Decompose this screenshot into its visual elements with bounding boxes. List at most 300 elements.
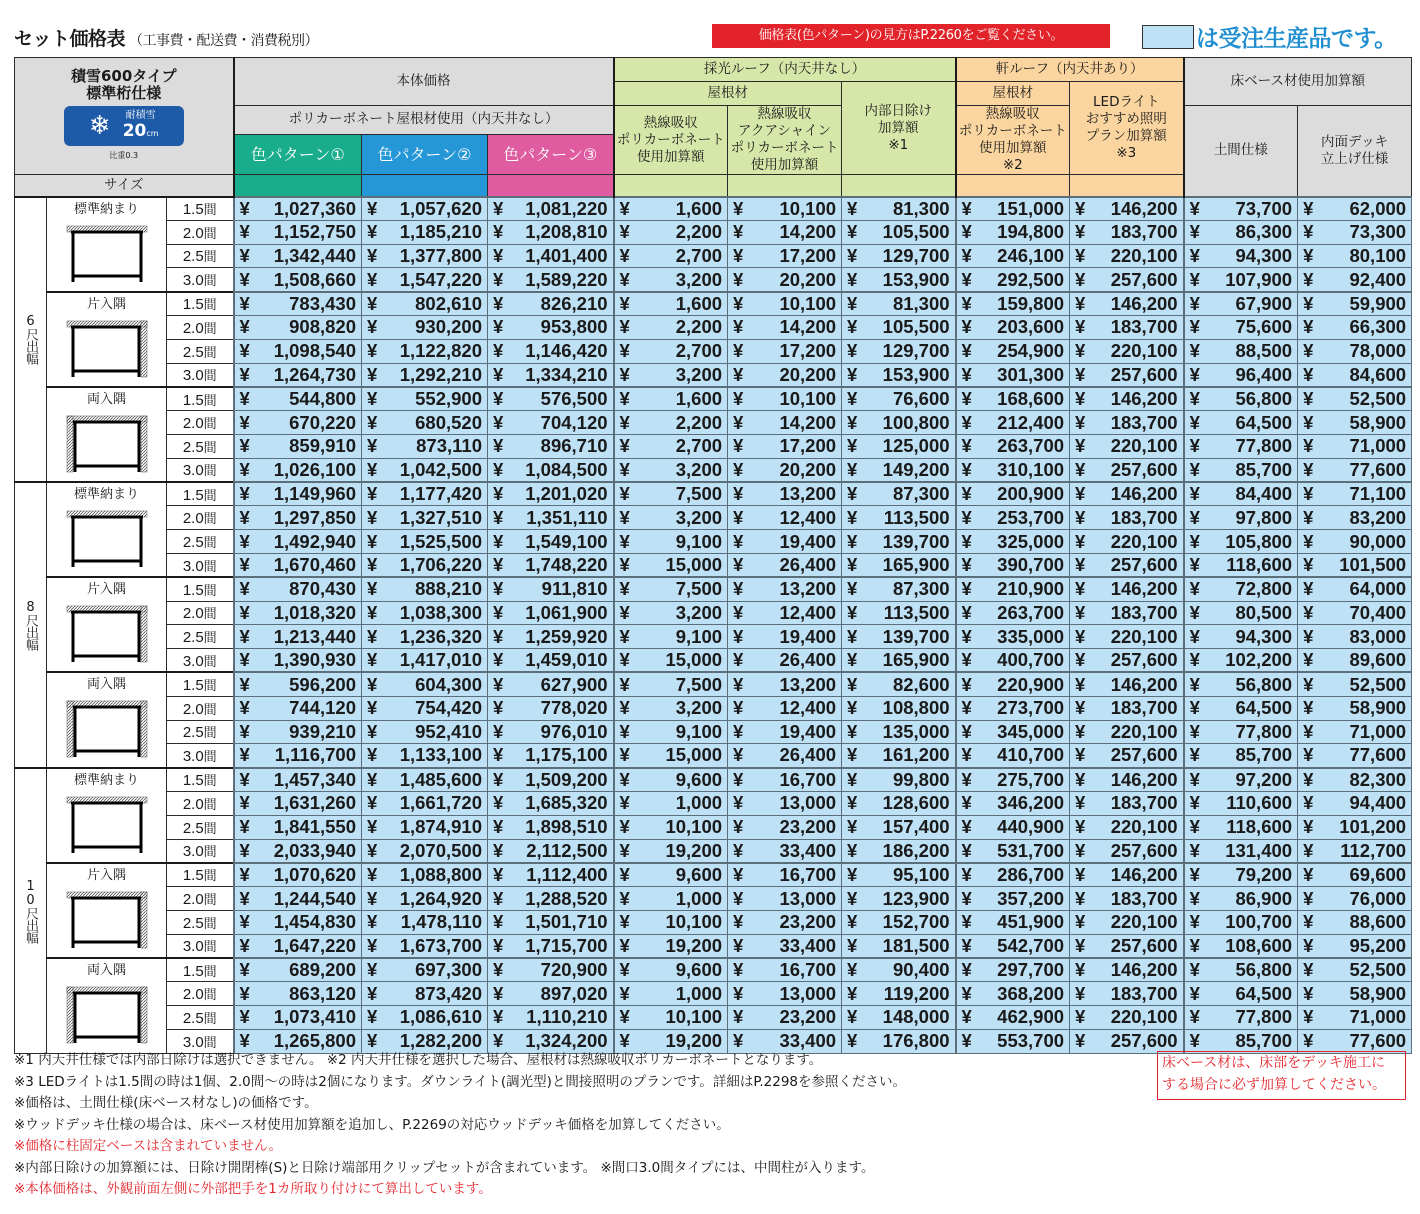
price-cell: ¥ 1,057,620 (362, 197, 488, 221)
price-cell: ¥ 220,100 (1070, 434, 1184, 458)
price-cell: ¥ 2,200 (614, 411, 728, 435)
installation-type (47, 482, 167, 577)
price-cell: ¥ 56,800 (1184, 672, 1298, 696)
table-row (15, 339, 1412, 363)
size-cell: 2.5間 (167, 910, 234, 934)
price-cell: ¥ 220,100 (1070, 1006, 1184, 1030)
price-cell: ¥ 1,098,540 (234, 339, 362, 363)
price-cell: ¥ 544,800 (234, 387, 362, 411)
price-cell: ¥ 79,200 (1184, 863, 1298, 887)
price-cell: ¥ 77,800 (1184, 1006, 1298, 1030)
price-cell: ¥ 76,600 (842, 387, 956, 411)
price-cell: ¥ 113,500 (842, 506, 956, 530)
price-cell: ¥ 254,900 (956, 339, 1070, 363)
price-cell: ¥ 1,454,830 (234, 910, 362, 934)
table-row (15, 791, 1412, 815)
price-cell: ¥ 33,400 (728, 839, 842, 863)
price-cell: ¥ 77,600 (1298, 1029, 1412, 1053)
size-cell: 2.5間 (167, 720, 234, 744)
price-cell: ¥ 1,874,910 (362, 815, 488, 839)
price-cell: ¥ 939,210 (234, 720, 362, 744)
price-cell: ¥ 85,700 (1184, 1029, 1298, 1053)
installation-type (47, 292, 167, 387)
price-cell: ¥ 400,700 (956, 649, 1070, 673)
price-cell: ¥ 16,700 (728, 863, 842, 887)
installation-type (47, 958, 167, 1053)
two-corner-diagram-icon (65, 699, 149, 759)
table-row (15, 363, 1412, 387)
price-cell: ¥ 1,841,550 (234, 815, 362, 839)
size-cell: 1.5間 (167, 768, 234, 792)
price-cell: ¥ 1,485,600 (362, 768, 488, 792)
price-cell: ¥ 19,400 (728, 530, 842, 554)
price-cell: ¥ 14,200 (728, 220, 842, 244)
spec-header (15, 58, 234, 175)
price-cell: ¥ 20,200 (728, 458, 842, 482)
price-cell: ¥ 3,200 (614, 696, 728, 720)
price-cell: ¥ 744,120 (234, 696, 362, 720)
price-cell: ¥ 346,200 (956, 791, 1070, 815)
price-cell: ¥ 1,000 (614, 791, 728, 815)
price-cell: ¥ 100,800 (842, 411, 956, 435)
price-cell: ¥ 863,120 (234, 982, 362, 1006)
price-cell: ¥ 3,200 (614, 458, 728, 482)
price-cell: ¥ 1,112,400 (488, 863, 614, 887)
price-cell: ¥ 19,200 (614, 1029, 728, 1053)
price-cell: ¥ 146,200 (1070, 768, 1184, 792)
price-cell: ¥ 70,400 (1298, 601, 1412, 625)
size-cell: 2.5間 (167, 339, 234, 363)
size-cell: 3.0間 (167, 458, 234, 482)
price-cell: ¥ 183,700 (1070, 315, 1184, 339)
price-cell: ¥ 19,400 (728, 625, 842, 649)
price-cell: ¥ 2,033,940 (234, 839, 362, 863)
installation-type (47, 197, 167, 292)
price-cell: ¥ 576,500 (488, 387, 614, 411)
price-cell: ¥ 1,177,420 (362, 482, 488, 506)
price-cell: ¥ 183,700 (1070, 601, 1184, 625)
price-cell: ¥ 273,700 (956, 696, 1070, 720)
price-cell: ¥ 1,549,100 (488, 530, 614, 554)
price-cell: ¥ 1,149,960 (234, 482, 362, 506)
deck-header: 内面デッキ 立上げ仕様 (1298, 106, 1412, 197)
table-row (15, 744, 1412, 768)
price-cell: ¥ 73,300 (1298, 220, 1412, 244)
price-cell: ¥ 90,000 (1298, 530, 1412, 554)
price-cell: ¥ 181,500 (842, 934, 956, 958)
size-cell: 2.5間 (167, 815, 234, 839)
price-cell: ¥ 275,700 (956, 768, 1070, 792)
price-cell: ¥ 7,500 (614, 577, 728, 601)
price-cell: ¥ 119,200 (842, 982, 956, 1006)
price-cell: ¥ 101,200 (1298, 815, 1412, 839)
size-cell: 2.0間 (167, 791, 234, 815)
led-plan-header: LEDライト おすすめ照明 プラン加算額 ※3 (1070, 82, 1184, 175)
price-cell: ¥ 1,600 (614, 387, 728, 411)
price-cell: ¥ 203,600 (956, 315, 1070, 339)
price-cell: ¥ 153,900 (842, 268, 956, 292)
price-cell: ¥ 1,748,220 (488, 553, 614, 577)
price-cell: ¥ 220,100 (1070, 720, 1184, 744)
table-row (15, 839, 1412, 863)
price-cell: ¥ 139,700 (842, 530, 956, 554)
size-cell: 3.0間 (167, 649, 234, 673)
price-cell: ¥ 286,700 (956, 863, 1070, 887)
price-cell: ¥ 125,000 (842, 434, 956, 458)
price-cell: ¥ 1,706,220 (362, 553, 488, 577)
size-cell: 3.0間 (167, 363, 234, 387)
price-cell: ¥ 13,200 (728, 482, 842, 506)
price-cell: ¥ 64,500 (1184, 696, 1298, 720)
table-row (15, 315, 1412, 339)
price-cell: ¥ 80,500 (1184, 601, 1298, 625)
size-cell: 3.0間 (167, 744, 234, 768)
two-corner-diagram-icon (65, 414, 149, 474)
installation-type (47, 577, 167, 672)
price-cell: ¥ 1,297,850 (234, 506, 362, 530)
footnote: ※価格に柱固定ベースは含まれていません。 (14, 1138, 282, 1154)
price-cell: ¥ 301,300 (956, 363, 1070, 387)
price-cell: ¥ 26,400 (728, 553, 842, 577)
price-cell: ¥ 1,264,920 (362, 887, 488, 911)
price-cell: ¥ 88,500 (1184, 339, 1298, 363)
price-cell: ¥ 9,100 (614, 625, 728, 649)
price-cell: ¥ 69,600 (1298, 863, 1412, 887)
price-cell: ¥ 263,700 (956, 601, 1070, 625)
price-cell: ¥ 153,900 (842, 363, 956, 387)
price-cell: ¥ 531,700 (956, 839, 1070, 863)
price-cell: ¥ 16,700 (728, 958, 842, 982)
table-row (15, 506, 1412, 530)
price-cell: ¥ 1,631,260 (234, 791, 362, 815)
price-cell: ¥ 1,201,020 (488, 482, 614, 506)
installation-type (47, 672, 167, 767)
price-cell: ¥ 1,086,610 (362, 1006, 488, 1030)
size-cell: 3.0間 (167, 934, 234, 958)
price-cell: ¥ 1,492,940 (234, 530, 362, 554)
price-cell: ¥ 220,100 (1070, 625, 1184, 649)
price-cell: ¥ 148,000 (842, 1006, 956, 1030)
price-cell: ¥ 2,200 (614, 315, 728, 339)
specific-gravity: 比重0.3 (109, 151, 139, 160)
price-cell: ¥ 64,000 (1298, 577, 1412, 601)
price-cell: ¥ 908,820 (234, 315, 362, 339)
price-cell: ¥ 80,100 (1298, 244, 1412, 268)
price-cell: ¥ 911,810 (488, 577, 614, 601)
price-cell: ¥ 310,100 (956, 458, 1070, 482)
eave-heat-poly-header: 熱線吸収 ポリカーボネート 使用加算額 ※2 (956, 106, 1070, 175)
price-cell: ¥ 680,520 (362, 411, 488, 435)
price-cell: ¥ 146,200 (1070, 482, 1184, 506)
price-cell: ¥ 85,700 (1184, 458, 1298, 482)
price-cell: ¥ 52,500 (1298, 958, 1412, 982)
price-cell: ¥ 146,200 (1070, 672, 1184, 696)
footnote: ※1 内天井仕様では内部日除けは選択できません。 ※2 内天井仕様を選択した場合、屋根材は熱線吸収ポリカーボネートとなります。 (14, 1052, 823, 1068)
price-cell: ¥ 95,200 (1298, 934, 1412, 958)
price-cell: ¥ 357,200 (956, 887, 1070, 911)
price-cell: ¥ 12,400 (728, 601, 842, 625)
price-cell: ¥ 159,800 (956, 292, 1070, 316)
price-cell: ¥ 3,200 (614, 601, 728, 625)
price-cell: ¥ 88,600 (1298, 910, 1412, 934)
table-row (15, 268, 1412, 292)
price-cell: ¥ 135,000 (842, 720, 956, 744)
price-cell: ¥ 183,700 (1070, 506, 1184, 530)
price-cell: ¥ 1,116,700 (234, 744, 362, 768)
price-cell: ¥ 77,800 (1184, 434, 1298, 458)
price-cell: ¥ 802,610 (362, 292, 488, 316)
standard-diagram-icon (65, 509, 149, 569)
price-cell: ¥ 859,910 (234, 434, 362, 458)
price-cell: ¥ 220,100 (1070, 339, 1184, 363)
color-pattern-3-header: 色パターン③ (488, 134, 614, 174)
body-price-header: 本体価格 (234, 58, 614, 106)
price-cell: ¥ 12,400 (728, 696, 842, 720)
price-cell: ¥ 1,459,010 (488, 649, 614, 673)
price-cell: ¥ 1,042,500 (362, 458, 488, 482)
price-cell: ¥ 1,661,720 (362, 791, 488, 815)
price-cell: ¥ 1,213,440 (234, 625, 362, 649)
price-cell: ¥ 220,100 (1070, 244, 1184, 268)
price-cell: ¥ 10,100 (614, 910, 728, 934)
price-cell: ¥ 78,000 (1298, 339, 1412, 363)
price-cell: ¥ 1,208,810 (488, 220, 614, 244)
footnote: ※ウッドデッキ仕様の場合は、床ベース材使用加算額を追加し、P.2269の対応ウッドデッキ価格を加算してください。 (14, 1116, 730, 1133)
footnote: ※価格は、土間仕様(床ベース材なし)の価格です。 (14, 1095, 318, 1111)
table-row (15, 482, 1412, 506)
table-row (15, 411, 1412, 435)
price-cell: ¥ 257,600 (1070, 934, 1184, 958)
price-cell: ¥ 263,700 (956, 434, 1070, 458)
price-cell: ¥ 66,300 (1298, 315, 1412, 339)
installation-type (47, 387, 167, 482)
price-cell: ¥ 139,700 (842, 625, 956, 649)
price-cell: ¥ 1,175,100 (488, 744, 614, 768)
price-cell: ¥ 953,800 (488, 315, 614, 339)
size-cell: 1.5間 (167, 958, 234, 982)
legend-text: は受注生産品です。 (1196, 26, 1397, 52)
size-cell: 2.0間 (167, 887, 234, 911)
price-cell: ¥ 2,200 (614, 220, 728, 244)
price-cell: ¥ 131,400 (1184, 839, 1298, 863)
price-cell: ¥ 23,200 (728, 1006, 842, 1030)
size-cell: 1.5間 (167, 197, 234, 221)
spec-title-1: 積雪600タイプ (70, 67, 177, 85)
price-cell: ¥ 596,200 (234, 672, 362, 696)
price-cell: ¥ 1,152,750 (234, 220, 362, 244)
price-cell: ¥ 56,800 (1184, 958, 1298, 982)
price-cell: ¥ 82,300 (1298, 768, 1412, 792)
price-cell: ¥ 151,000 (956, 197, 1070, 221)
table-row (15, 768, 1412, 792)
price-cell: ¥ 1,110,210 (488, 1006, 614, 1030)
price-cell: ¥ 14,200 (728, 411, 842, 435)
price-cell: ¥ 1,146,420 (488, 339, 614, 363)
type-label: 標準納まり (73, 201, 139, 217)
price-cell: ¥ 1,501,710 (488, 910, 614, 934)
price-cell: ¥ 1,417,010 (362, 649, 488, 673)
two-corner-diagram-icon (65, 985, 149, 1045)
price-cell: ¥ 194,800 (956, 220, 1070, 244)
price-cell: ¥ 94,300 (1184, 625, 1298, 649)
price-cell: ¥ 186,200 (842, 839, 956, 863)
price-cell: ¥ 9,600 (614, 768, 728, 792)
page-title (14, 24, 318, 51)
price-cell: ¥ 542,700 (956, 934, 1070, 958)
price-cell: ¥ 697,300 (362, 958, 488, 982)
table-row (15, 625, 1412, 649)
price-cell: ¥ 1,133,100 (362, 744, 488, 768)
price-cell: ¥ 165,900 (842, 649, 956, 673)
price-cell: ¥ 1,685,320 (488, 791, 614, 815)
type-label: 標準納まり (73, 772, 139, 788)
price-cell: ¥ 56,800 (1184, 387, 1298, 411)
price-cell: ¥ 3,200 (614, 268, 728, 292)
size-cell: 2.0間 (167, 982, 234, 1006)
price-cell: ¥ 200,900 (956, 482, 1070, 506)
color-pattern-1-header: 色パターン① (234, 134, 362, 174)
type-label: 両入隅 (86, 963, 126, 978)
price-cell: ¥ 1,334,210 (488, 363, 614, 387)
price-cell: ¥ 952,410 (362, 720, 488, 744)
price-cell: ¥ 105,800 (1184, 530, 1298, 554)
price-cell: ¥ 297,700 (956, 958, 1070, 982)
price-cell: ¥ 113,500 (842, 601, 956, 625)
price-cell: ¥ 1,589,220 (488, 268, 614, 292)
price-cell: ¥ 604,300 (362, 672, 488, 696)
size-cell: 3.0間 (167, 839, 234, 863)
title-subtitle: （工事費・配送費・消費税別） (129, 33, 319, 49)
price-cell: ¥ 1,000 (614, 887, 728, 911)
size-cell: 1.5間 (167, 577, 234, 601)
price-cell: ¥ 1,324,200 (488, 1029, 614, 1053)
table-row (15, 220, 1412, 244)
price-cell: ¥ 1,084,500 (488, 458, 614, 482)
price-cell: ¥ 210,900 (956, 577, 1070, 601)
price-cell: ¥ 82,600 (842, 672, 956, 696)
type-label: 片入隅 (86, 867, 126, 883)
price-cell: ¥ 1,600 (614, 292, 728, 316)
price-cell: ¥ 75,600 (1184, 315, 1298, 339)
price-cell: ¥ 86,900 (1184, 887, 1298, 911)
price-cell: ¥ 146,200 (1070, 197, 1184, 221)
price-cell: ¥ 257,600 (1070, 553, 1184, 577)
size-cell: 1.5間 (167, 672, 234, 696)
price-cell: ¥ 1,282,200 (362, 1029, 488, 1053)
price-cell: ¥ 253,700 (956, 506, 1070, 530)
made-to-order-legend (1142, 20, 1397, 53)
price-cell: ¥ 2,070,500 (362, 839, 488, 863)
price-cell: ¥ 257,600 (1070, 649, 1184, 673)
price-cell: ¥ 3,200 (614, 506, 728, 530)
price-cell: ¥ 1,026,100 (234, 458, 362, 482)
price-cell: ¥ 1,288,520 (488, 887, 614, 911)
badge-label: 耐積雪 (125, 109, 156, 121)
title-main: セット価格表 (14, 28, 126, 50)
price-cell: ¥ 627,900 (488, 672, 614, 696)
price-cell: ¥ 101,500 (1298, 553, 1412, 577)
price-cell: ¥ 15,000 (614, 649, 728, 673)
price-cell: ¥ 1,081,220 (488, 197, 614, 221)
price-cell: ¥ 13,200 (728, 672, 842, 696)
snow-load-badge (64, 106, 184, 146)
price-cell: ¥ 1,000 (614, 982, 728, 1006)
price-cell: ¥ 826,210 (488, 292, 614, 316)
price-cell: ¥ 778,020 (488, 696, 614, 720)
price-cell: ¥ 9,600 (614, 863, 728, 887)
price-cell: ¥ 1,525,500 (362, 530, 488, 554)
price-cell: ¥ 704,120 (488, 411, 614, 435)
table-row (15, 958, 1412, 982)
price-cell: ¥ 1,292,210 (362, 363, 488, 387)
type-label: 片入隅 (86, 582, 126, 598)
price-cell: ¥ 451,900 (956, 910, 1070, 934)
polycarbonate-header: ポリカーボネート屋根材使用（内天井なし） (234, 106, 614, 135)
installation-type (47, 768, 167, 863)
size-cell: 2.0間 (167, 220, 234, 244)
table-row (15, 553, 1412, 577)
spec-title-2: 標準桁仕様 (86, 84, 162, 102)
price-cell: ¥ 83,000 (1298, 625, 1412, 649)
price-cell: ¥ 146,200 (1070, 863, 1184, 887)
price-cell: ¥ 257,600 (1070, 458, 1184, 482)
price-cell: ¥ 73,700 (1184, 197, 1298, 221)
price-cell: ¥ 26,400 (728, 649, 842, 673)
table-row (15, 244, 1412, 268)
badge-value: 20 (122, 120, 147, 141)
price-cell: ¥ 2,700 (614, 434, 728, 458)
price-cell: ¥ 152,700 (842, 910, 956, 934)
price-cell: ¥ 720,900 (488, 958, 614, 982)
price-cell: ¥ 783,430 (234, 292, 362, 316)
price-cell: ¥ 7,500 (614, 672, 728, 696)
price-cell: ¥ 10,100 (728, 197, 842, 221)
depth-label: 8尺出幅 (15, 482, 47, 768)
eave-roof-header: 軒ルーフ（内天井あり） (956, 58, 1184, 82)
price-cell: ¥ 10,100 (614, 815, 728, 839)
price-cell: ¥ 161,200 (842, 744, 956, 768)
price-cell: ¥ 335,000 (956, 625, 1070, 649)
price-cell: ¥ 888,210 (362, 577, 488, 601)
price-cell: ¥ 176,800 (842, 1029, 956, 1053)
price-cell: ¥ 13,000 (728, 887, 842, 911)
price-table (14, 57, 1412, 1054)
price-cell: ¥ 108,800 (842, 696, 956, 720)
price-cell: ¥ 20,200 (728, 363, 842, 387)
table-row (15, 672, 1412, 696)
color-pattern-notice: 価格表(色パターン)の見方はP.2260をご覧ください。 (712, 24, 1110, 48)
price-cell: ¥ 15,000 (614, 553, 728, 577)
price-cell: ¥ 1,508,660 (234, 268, 362, 292)
price-cell: ¥ 1,390,930 (234, 649, 362, 673)
price-cell: ¥ 13,000 (728, 982, 842, 1006)
price-cell: ¥ 58,900 (1298, 411, 1412, 435)
price-cell: ¥ 33,400 (728, 934, 842, 958)
price-cell: ¥ 62,000 (1298, 197, 1412, 221)
price-cell: ¥ 345,000 (956, 720, 1070, 744)
price-cell: ¥ 1,647,220 (234, 934, 362, 958)
price-cell: ¥ 92,400 (1298, 268, 1412, 292)
footnotes (14, 1050, 906, 1201)
size-cell: 2.5間 (167, 625, 234, 649)
price-cell: ¥ 257,600 (1070, 268, 1184, 292)
price-cell: ¥ 149,200 (842, 458, 956, 482)
price-cell: ¥ 183,700 (1070, 791, 1184, 815)
price-cell: ¥ 10,100 (728, 387, 842, 411)
price-cell: ¥ 462,900 (956, 1006, 1070, 1030)
price-cell: ¥ 85,700 (1184, 744, 1298, 768)
price-cell: ¥ 220,100 (1070, 530, 1184, 554)
